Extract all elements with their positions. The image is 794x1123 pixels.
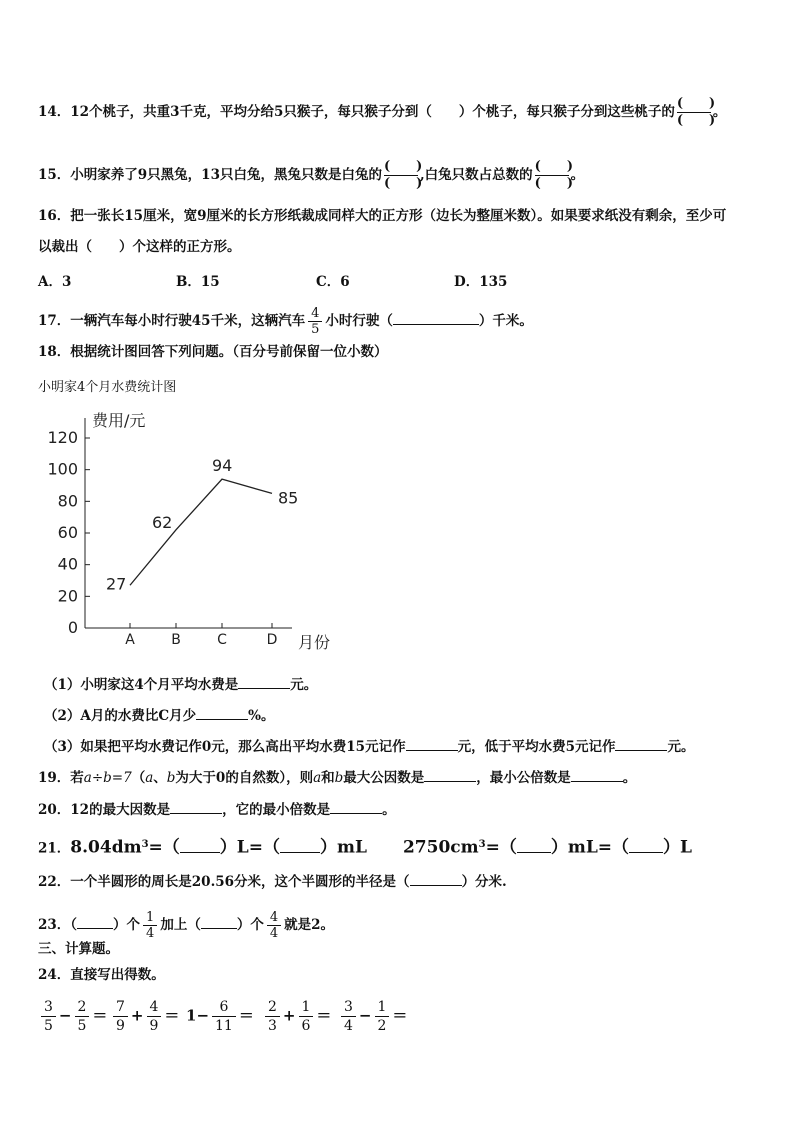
x-axis-label: 月份 [298, 633, 331, 652]
x-tick-label: C [217, 632, 227, 648]
x-tick-label: B [171, 632, 181, 648]
question-18-3: （3）如果把平均水费记作0元，那么高出平均水费15元记作 元，低于平均水费5元记作 元。 [44, 739, 695, 755]
calc-expr-2: $\frac{7}{9}$ + $\frac{4}{9}$ ＝ [110, 998, 179, 1035]
answer-blank[interactable] [280, 840, 320, 853]
y-tick-label: 40 [57, 554, 78, 574]
data-label: 27 [106, 574, 127, 594]
answer-blank[interactable] [571, 769, 623, 782]
option-c[interactable]: C．6 [316, 274, 350, 290]
answer-fraction[interactable]: $\frac{( )}{( )}$ [676, 96, 716, 128]
answer-blank[interactable] [77, 916, 113, 929]
question-23: 23．（ ）个 $\frac{1}{4}$ 加上（ ）个 $\frac{4}{4}$ 就是2。 [38, 910, 335, 941]
y-tick-label: 20 [57, 586, 78, 606]
data-label: 85 [278, 488, 299, 508]
question-20: 20．12的最大因数是 ，它的最小倍数是 。 [38, 802, 396, 818]
answer-fraction-1[interactable]: $\frac{( )}{( )}$ [383, 159, 423, 191]
question-17: 17．一辆汽车每小时行驶45千米，这辆汽车 $\frac{4}{5}$ 小时行驶（ ）千米。 [38, 306, 533, 337]
chart-title: 小明家4个月水费统计图 [38, 380, 177, 395]
question-21: 21．$8.04dm^3=$（ ）L=（ ）mL $2750cm^3=$（ ）mL=（ ）L [38, 837, 692, 858]
question-19: 19．若a÷b=7（a、b为大于0的自然数），则a和b最大公因数是 ，最小公倍数是 。 [38, 770, 637, 786]
fraction: $\frac{4}{4}$ [267, 910, 281, 941]
answer-blank[interactable] [238, 676, 290, 689]
y-tick-label: 0 [67, 618, 78, 637]
x-tick-label: A [125, 632, 135, 648]
fraction: $\frac{1}{4}$ [143, 910, 157, 941]
question-14: 14．12个桃子，共重3千克，平均分给5只猴子，每只猴子分到（ ）个桃子，每只猴子分到这些桃子的 $\frac{( )}{( )}$ 。 [38, 96, 727, 128]
answer-blank[interactable] [180, 840, 220, 853]
fraction: $\frac{4}{5}$ [308, 306, 322, 337]
calc-expr-4: $\frac{2}{3}$ + $\frac{1}{6}$ ＝ [262, 998, 331, 1035]
y-axis-label: 费用/元 [92, 411, 146, 430]
answer-blank[interactable] [517, 840, 551, 853]
y-tick-label: 100 [47, 459, 78, 479]
y-tick-label: 80 [57, 491, 78, 511]
y-tick-label: 60 [57, 523, 78, 542]
question-24: 24．直接写出得数。 [38, 967, 165, 983]
calc-expr-1: $\frac{3}{5}$ − $\frac{2}{5}$ ＝ [38, 998, 107, 1035]
answer-blank[interactable] [410, 873, 462, 886]
question-18-2: （2）A月的水费比C月少 %。 [44, 708, 275, 724]
answer-blank[interactable] [615, 738, 667, 751]
y-tick-label: 120 [47, 428, 78, 447]
question-16-line2: 以裁出（ ）个这样的正方形。 [38, 239, 241, 255]
data-line [130, 479, 272, 585]
option-a[interactable]: A．3 [38, 274, 72, 290]
question-22: 22．一个半圆形的周长是20.56分米，这个半圆形的半径是（ ）分米. [38, 874, 507, 890]
calc-expr-5: $\frac{3}{4}$ − $\frac{1}{2}$ ＝ [338, 998, 407, 1035]
answer-blank[interactable] [424, 769, 476, 782]
x-tick-label: D [266, 632, 278, 648]
data-label: 62 [152, 512, 173, 532]
question-16-line1: 16．把一张长15厘米，宽9厘米的长方形纸裁成同样大的正方形（边长为整厘米数）。如果要求纸没有剩余，至少可 [38, 208, 727, 224]
question-18-1: （1）小明家这4个月平均水费是 元。 [44, 677, 318, 693]
calc-expr-3: 1− $\frac{6}{11}$ ＝ [186, 999, 254, 1034]
question-18: 18．根据统计图回答下列问题。（百分号前保留一位小数） [38, 344, 388, 360]
answer-blank[interactable] [170, 801, 222, 814]
answer-blank[interactable] [196, 707, 248, 720]
answer-blank[interactable] [629, 840, 663, 853]
answer-blank[interactable] [201, 916, 237, 929]
option-b[interactable]: B．15 [176, 274, 220, 290]
answer-blank[interactable] [406, 738, 458, 751]
answer-blank[interactable] [330, 801, 382, 814]
section-3-heading: 三、计算题。 [38, 941, 119, 957]
answer-fraction-2[interactable]: $\frac{( )}{( )}$ [534, 159, 573, 191]
data-label: 94 [212, 456, 233, 476]
option-d[interactable]: D．135 [454, 274, 508, 290]
question-15: 15．小明家养了9只黑兔，13只白兔，黑兔只数是白兔的 $\frac{( )}{( )}$ ,白兔只数占总数的 $\frac{( )}{( )}$ 。 [38, 159, 585, 191]
